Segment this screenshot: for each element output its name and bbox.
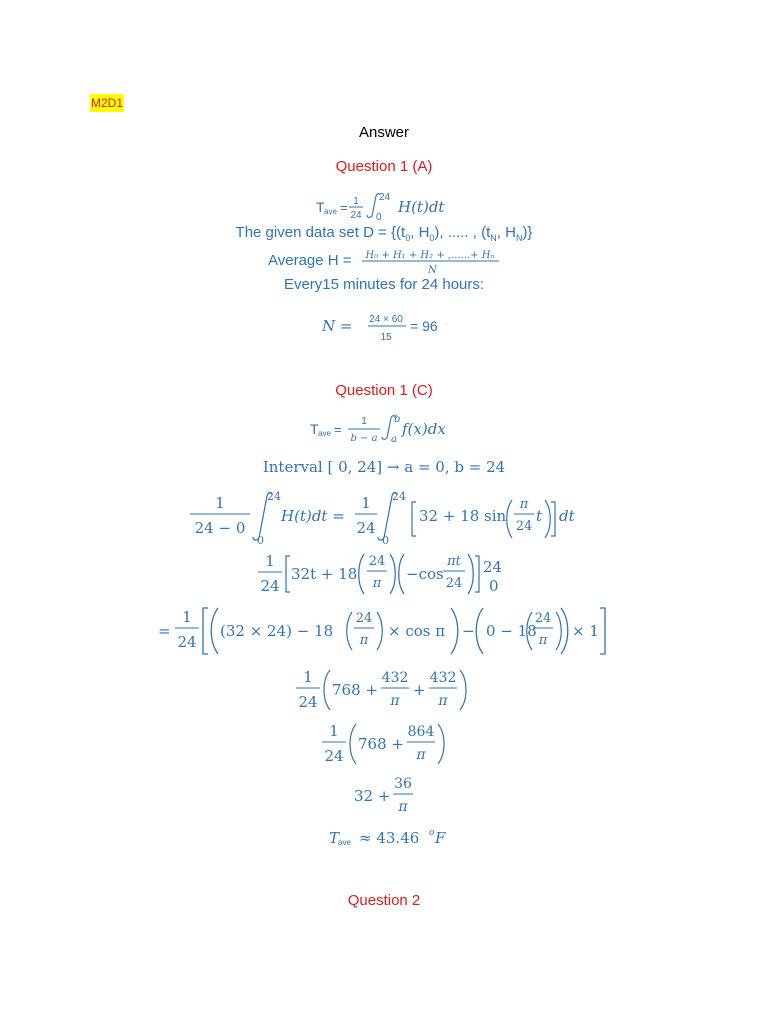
q1a-n-formula [318, 304, 458, 348]
q1c-l5-a: 768 + [358, 735, 404, 753]
q1c-result-sup: o [429, 828, 435, 838]
q1c-l1-int-upper: 24 [267, 490, 281, 503]
q1c-l2-paren2-close [468, 554, 473, 594]
q1c-l1-num: 1 [215, 494, 225, 512]
q1c-l5-num: 1 [329, 722, 339, 740]
q1c-l3-part4: × 1 [572, 622, 599, 640]
q1a-every-line: Every15 minutes for 24 hours: [283, 276, 485, 293]
q1c-l3-num: 1 [182, 608, 192, 626]
q1c-l2-paren2-open [399, 554, 404, 594]
q1a-tave-lhs: T [316, 199, 325, 215]
q1c-l3-paren-big2-close [561, 608, 568, 654]
q1c-l1-den2: 24 [356, 519, 376, 537]
q1c-line-6 [350, 772, 430, 820]
q1c-line-3 [152, 602, 612, 660]
q1c-l3-part3: 0 − 18 [486, 622, 537, 640]
q1c-l1-dt: dt [559, 507, 575, 525]
question-1c-heading: Question 1 (C) [335, 382, 433, 399]
q1c-frac-den: b − a [350, 433, 378, 444]
q1c-l6-f-den: π [398, 799, 408, 815]
q1a-average-formula [262, 246, 512, 278]
q1c-result-unit: F [435, 829, 446, 847]
q1a-n-num: 24 × 60 [369, 314, 403, 325]
question-1a-heading: Question 1 (A) [335, 158, 433, 175]
q1a-average-num: H₀ + H₁ + H₂ + ,......+ Hₙ [365, 250, 495, 261]
q1c-l1-int-upper2: 24 [392, 490, 406, 503]
q1c-result-rhs: ≈ 43.46 [359, 829, 420, 847]
q1c-l5-f-den: π [416, 747, 426, 763]
q1c-l2-cos-num: πt [447, 554, 461, 569]
q1c-l4-f1-den: π [390, 693, 400, 709]
q1c-l3-paren-big-close [451, 608, 458, 654]
q1c-l1-paren-open [507, 500, 512, 538]
q1c-line-2 [255, 548, 525, 600]
q1c-l3-part2: × cos π [388, 622, 446, 640]
q1c-l2-frac-num: 24 [368, 554, 386, 569]
q1c-result-lhs: T [329, 829, 340, 847]
q1c-l4-den: 24 [298, 693, 318, 711]
q1a-frac-den: 24 [350, 210, 362, 221]
q1c-l2-frac-den: π [372, 576, 382, 591]
q1c-l5-paren-close [438, 724, 444, 764]
q1c-l3-frac2-den: π [538, 633, 548, 648]
q1a-average-den: N [428, 265, 437, 276]
q1c-l1-int-lower: 0 [257, 534, 264, 547]
q1c-result-sub: ave [338, 838, 351, 847]
q1c-interval-line: Interval [ 0, 24] → a = 0, b = 24 [262, 458, 506, 476]
q1c-l4-paren-open [324, 670, 330, 710]
q1c-l6-a: 32 + [354, 787, 391, 805]
q1c-tave-eq: = [334, 422, 342, 437]
q1c-l2-bracket-open [286, 556, 290, 592]
q1c-l2-cos-den: 24 [445, 576, 463, 591]
q1c-l4-plus: + [413, 681, 426, 699]
q1c-l3-paren1-close [377, 612, 382, 650]
q1a-dataset-line: The given data set $D = \{(t_0$, $H_0$), ..... , ($t_N$, $H_N$)} [235, 224, 533, 243]
q1c-l1-24: 24 [515, 519, 533, 534]
q1c-l2-bracket-close [475, 556, 479, 592]
q1c-l1-num2: 1 [361, 494, 371, 512]
q1c-l1-int-lower2: 0 [382, 534, 389, 547]
q1c-l2-upper: 24 [483, 558, 503, 576]
q1c-line-4 [296, 664, 476, 716]
q1c-l5-paren-open [350, 724, 356, 764]
q1c-l4-f1-num: 432 [381, 670, 409, 686]
q1c-l3-frac-den: π [359, 633, 369, 648]
q1c-frac-num: 1 [361, 416, 367, 427]
q1c-l4-f2-den: π [438, 693, 448, 709]
q1c-l3-eq: = [158, 622, 171, 640]
q1c-l3-frac-num: 24 [355, 611, 373, 626]
q1c-l1-pi: π [519, 497, 529, 512]
q1a-n-den: 15 [380, 332, 392, 343]
q1c-tave-lhs: T [310, 421, 319, 437]
q1c-l3-paren2-close [556, 612, 561, 650]
q1c-l3-minus: − [462, 622, 475, 640]
q1a-tave-formula [300, 188, 480, 224]
q1c-l3-bracket-open [203, 608, 208, 654]
q1a-int-upper: 24 [379, 192, 391, 203]
q1c-l2-body: 32t + 18 [291, 565, 358, 583]
q1c-l2-cos: −cos [406, 565, 444, 583]
q1a-average-lhs: Average H = [268, 252, 352, 269]
q1c-l2-num: 1 [265, 552, 275, 570]
q1c-line-5 [320, 718, 450, 770]
q1a-tave-eq: = [340, 200, 348, 215]
q1c-l3-paren-big-open [211, 608, 218, 654]
q1a-n-result: = 96 [410, 318, 438, 334]
answer-heading: Answer [358, 124, 410, 141]
q1c-l6-f-num: 36 [394, 776, 412, 792]
q1c-result [325, 824, 455, 852]
q1c-l2-lower: 0 [489, 577, 499, 595]
q1c-int-lower: a [391, 434, 397, 445]
q1c-l1-t: t [536, 507, 543, 525]
q1c-l1-bracket-close [551, 502, 555, 536]
q1c-l1-body: 32 + 18 sin [419, 507, 507, 525]
q1c-l3-part1: (32 × 24) − 18 [220, 622, 334, 640]
q1c-l2-paren1-open [359, 554, 364, 594]
q1c-l3-bracket-close [600, 608, 605, 654]
q1c-l3-paren1-open [347, 612, 352, 650]
q1c-l3-den: 24 [177, 633, 197, 651]
document-label [90, 94, 124, 112]
q1c-tave-formula [296, 410, 476, 450]
q1c-integrand: f(x)dx [402, 420, 446, 438]
q1c-l4-paren-close [460, 670, 466, 710]
q1c-l1-bracket-open [412, 502, 416, 536]
q1c-l2-paren1-close [390, 554, 395, 594]
q1a-frac-num: 1 [353, 196, 359, 207]
q1c-l4-a: 768 + [332, 681, 378, 699]
q1c-l1-integrand: H(t)dt = [281, 507, 345, 525]
q1c-l3-frac2-num: 24 [534, 611, 552, 626]
q1a-tave-sub: ave [324, 207, 337, 216]
q1c-l4-num: 1 [303, 668, 313, 686]
q1c-l5-f-num: 864 [407, 724, 435, 740]
q1c-int-upper: b [394, 414, 401, 425]
q1c-l3-paren-big2-open [476, 608, 483, 654]
q1a-n-lhs: N = [322, 317, 353, 335]
q1c-l1-paren-close [545, 500, 550, 538]
q1c-l1-den: 24 − 0 [194, 519, 246, 537]
question-2-heading: Question 2 [347, 892, 421, 909]
q1c-line-1 [185, 488, 585, 548]
q1c-l2-den: 24 [260, 577, 280, 595]
document-label-text: M2D1 [91, 96, 124, 110]
q1a-int-lower: 0 [376, 212, 382, 223]
q1c-l5-den: 24 [324, 747, 344, 765]
q1a-integrand: H(t)dt [398, 198, 445, 216]
q1c-l4-f2-num: 432 [429, 670, 457, 686]
q1c-tave-sub: ave [318, 429, 331, 438]
